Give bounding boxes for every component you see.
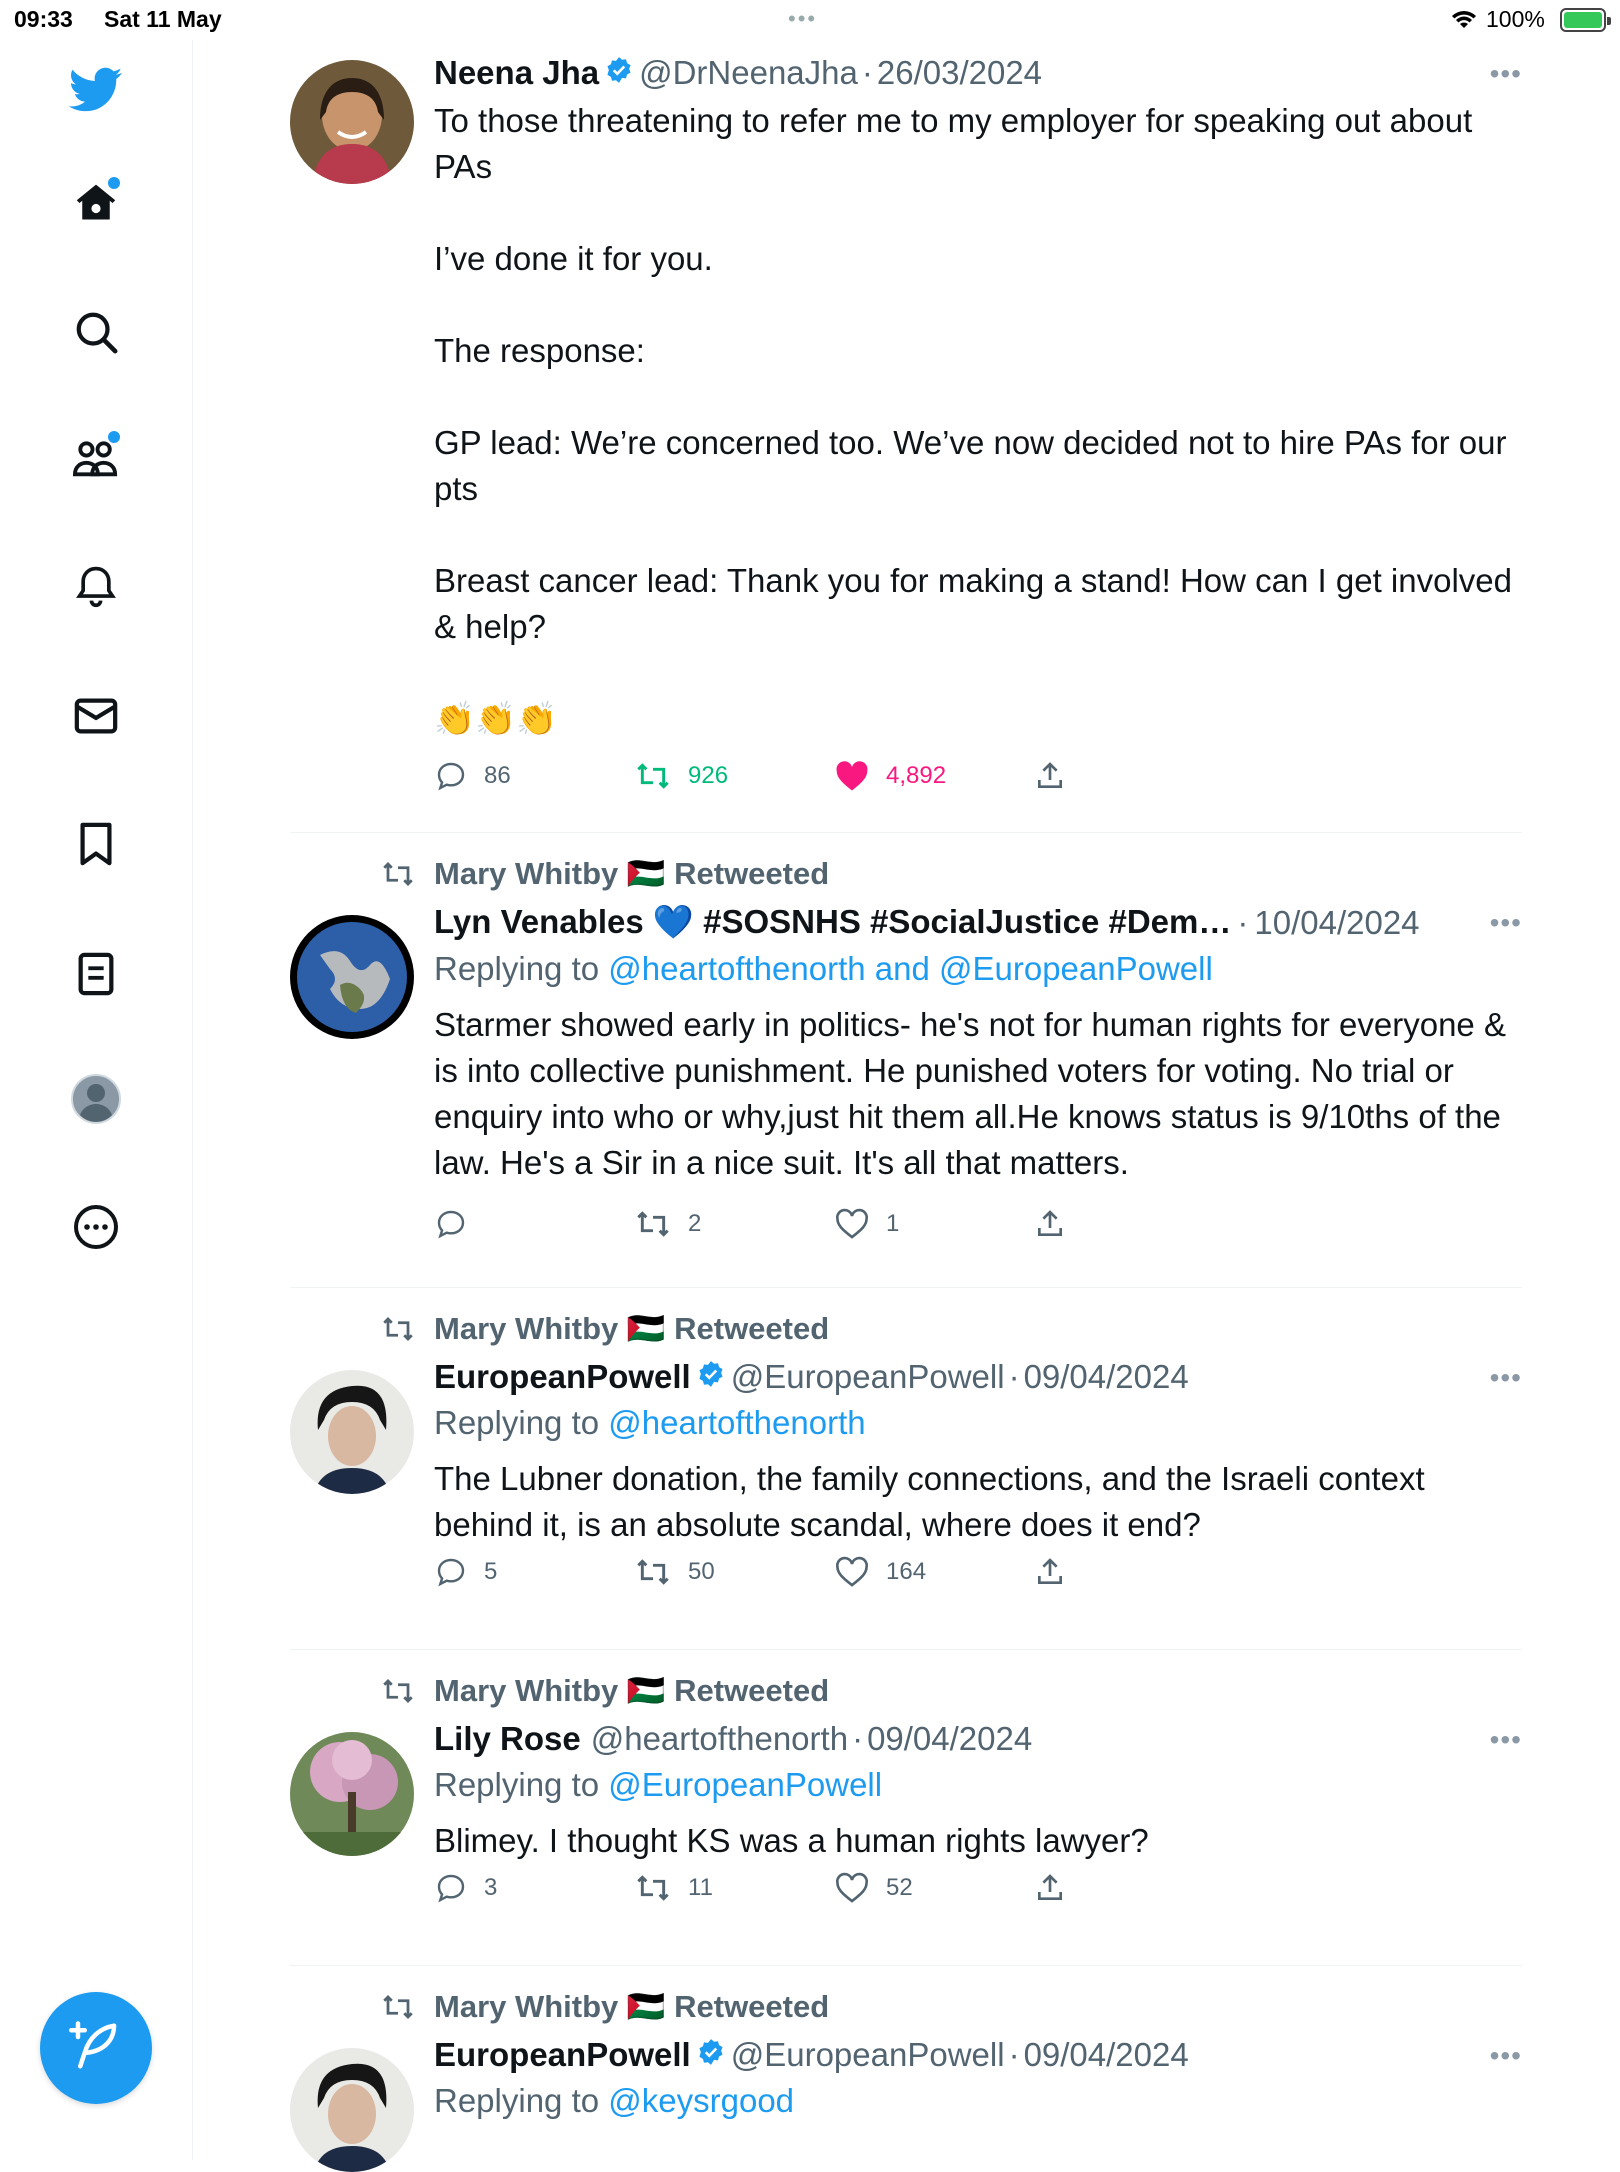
reply-button[interactable] bbox=[434, 760, 511, 792]
tweet-body bbox=[434, 903, 1522, 1248]
retweet-small-icon bbox=[374, 1676, 434, 1706]
like-count: 52 bbox=[886, 1874, 913, 1901]
heart-outline-icon bbox=[834, 1208, 870, 1240]
notifications-bell-icon[interactable] bbox=[66, 556, 126, 616]
like-button[interactable] bbox=[834, 1556, 926, 1588]
retweet-icon bbox=[634, 1208, 672, 1240]
reply-count: 5 bbox=[484, 1558, 498, 1585]
tweet-text: Starmer showed early in politics- he's not for human rights for everyone & is into collective punishment. He punished voters for voting. No trial or enquiry into who or why,just hit them all.He knows status is 9/10ths of the law. He's a Sir in a nice suit. It's all that matters. bbox=[434, 1006, 1516, 1181]
share-button[interactable] bbox=[1034, 1872, 1066, 1904]
tweet-body bbox=[434, 1358, 1522, 1596]
multitasking-dots[interactable]: ••• bbox=[788, 6, 818, 31]
like-button[interactable] bbox=[834, 1872, 913, 1904]
more-options-icon[interactable]: ••• bbox=[1489, 58, 1522, 89]
like-count: 164 bbox=[886, 1558, 927, 1585]
share-icon bbox=[1034, 760, 1066, 792]
avatar-neena-jha[interactable] bbox=[290, 60, 414, 184]
tweet-actions bbox=[434, 1872, 1522, 1912]
retweet-count: 50 bbox=[688, 1558, 715, 1585]
reply-button[interactable] bbox=[434, 1556, 497, 1588]
more-circle-icon[interactable] bbox=[66, 1197, 126, 1257]
author-name[interactable]: EuropeanPowell bbox=[434, 2036, 691, 2073]
heart-outline-icon bbox=[834, 1556, 870, 1588]
reply-count: 3 bbox=[484, 1874, 498, 1901]
retweeted-by-label[interactable]: Mary Whitby 🇵🇸 Retweeted bbox=[434, 1673, 830, 1708]
author-handle[interactable]: @EuropeanPowell bbox=[730, 2036, 1005, 2073]
replying-to bbox=[434, 1404, 1522, 1442]
separator-dot: · bbox=[1008, 1358, 1020, 1395]
replying-to bbox=[434, 950, 1522, 988]
tweet-body bbox=[434, 54, 1522, 800]
separator-dot: · bbox=[1008, 2036, 1020, 2073]
tweet[interactable] bbox=[290, 1650, 1522, 1966]
reply-mention-link[interactable]: @heartofthenorth bbox=[608, 1404, 866, 1441]
lists-icon[interactable] bbox=[66, 944, 126, 1004]
reply-mention-link[interactable]: @heartofthenorth and @EuropeanPowell bbox=[608, 950, 1213, 987]
tweet-text: To those threatening to refer me to my employer for speaking out about PAs I’ve done it for you. The response: GP lead: We’re concerned too. We’ve now decided not to hire PAs for our pts Breast cancer lead: Thank you for making a stand! How can I get involved & help? 👏👏👏 bbox=[434, 102, 1512, 737]
tweet-date[interactable]: 09/04/2024 bbox=[1023, 2036, 1189, 2073]
avatar-lily-rose[interactable] bbox=[290, 1732, 414, 1856]
retweet-button[interactable] bbox=[634, 1556, 715, 1588]
replying-to-label: Replying to bbox=[434, 1404, 609, 1441]
avatar-european-powell[interactable] bbox=[290, 2048, 414, 2172]
retweet-small-icon bbox=[374, 1992, 434, 2022]
status-time: 09:33 bbox=[14, 6, 73, 32]
tweet-date[interactable]: 09/04/2024 bbox=[867, 1720, 1033, 1757]
retweeted-by-row bbox=[374, 1988, 829, 2025]
status-bar bbox=[0, 0, 1620, 40]
reply-mention-link[interactable]: @EuropeanPowell bbox=[608, 1766, 883, 1803]
tweet-header bbox=[434, 903, 1522, 942]
retweeted-by-row bbox=[374, 1310, 829, 1347]
communities-icon[interactable] bbox=[66, 429, 126, 489]
tweet[interactable] bbox=[290, 833, 1522, 1288]
author-name[interactable]: Lyn Venables 💙 #SOSNHS #SocialJustice #Dem… bbox=[434, 903, 1232, 940]
sidebar-nav bbox=[0, 40, 193, 2160]
more-options-icon[interactable]: ••• bbox=[1489, 907, 1522, 938]
share-icon bbox=[1034, 1872, 1066, 1904]
retweet-small-icon bbox=[374, 859, 434, 889]
retweet-button[interactable] bbox=[634, 1208, 701, 1240]
tweet[interactable] bbox=[290, 40, 1522, 833]
tweet-actions bbox=[434, 1208, 1522, 1248]
search-icon[interactable] bbox=[66, 302, 126, 362]
replying-to-label: Replying to bbox=[434, 1766, 609, 1803]
tweet-header bbox=[434, 2036, 1522, 2074]
tweet-actions bbox=[434, 760, 1522, 800]
more-options-icon[interactable]: ••• bbox=[1489, 1724, 1522, 1755]
reply-mention-link[interactable]: @keysrgood bbox=[608, 2082, 795, 2119]
verified-badge-icon bbox=[605, 54, 633, 92]
more-options-icon[interactable]: ••• bbox=[1489, 1362, 1522, 1393]
tweet-date[interactable]: 26/03/2024 bbox=[876, 54, 1043, 91]
compose-tweet-button[interactable] bbox=[40, 1992, 152, 2104]
timeline-feed bbox=[290, 40, 1522, 2166]
communities-notification-dot bbox=[108, 431, 120, 443]
tweet-body bbox=[434, 2036, 1522, 2120]
like-count: 1 bbox=[886, 1210, 900, 1237]
author-name[interactable]: Lily Rose bbox=[434, 1720, 581, 1757]
retweet-icon bbox=[634, 760, 672, 792]
retweet-button[interactable] bbox=[634, 1872, 713, 1904]
heart-outline-icon bbox=[834, 1872, 870, 1904]
reply-icon bbox=[434, 1208, 468, 1240]
tweet-header bbox=[434, 1720, 1522, 1758]
retweeted-by-row bbox=[374, 1672, 829, 1709]
heart-filled-icon bbox=[834, 760, 870, 792]
share-icon bbox=[1034, 1556, 1066, 1588]
home-notification-dot bbox=[108, 177, 120, 189]
wifi-icon bbox=[1450, 8, 1478, 35]
retweet-button[interactable] bbox=[634, 760, 728, 792]
separator-dot: · bbox=[1237, 903, 1249, 941]
author-handle[interactable]: @DrNeenaJha bbox=[639, 54, 858, 91]
more-options-icon[interactable]: ••• bbox=[1489, 2040, 1522, 2071]
retweet-count: 2 bbox=[688, 1210, 702, 1237]
like-button[interactable] bbox=[834, 1208, 899, 1240]
replying-to-label: Replying to bbox=[434, 2082, 609, 2119]
retweeted-by-label[interactable]: Mary Whitby 🇵🇸 Retweeted bbox=[434, 856, 830, 891]
replying-to bbox=[434, 1766, 1522, 1804]
profile-avatar-icon[interactable] bbox=[66, 1069, 126, 1129]
avatar-lyn-venables[interactable] bbox=[290, 915, 414, 1039]
reply-button[interactable] bbox=[434, 1872, 497, 1904]
reply-count: 86 bbox=[484, 762, 511, 789]
avatar-european-powell[interactable] bbox=[290, 1370, 414, 1494]
like-button[interactable] bbox=[834, 760, 946, 792]
share-button[interactable] bbox=[1034, 1208, 1066, 1240]
replying-to bbox=[434, 2082, 1522, 2120]
verified-badge-icon bbox=[697, 2036, 725, 2074]
reply-icon bbox=[434, 760, 468, 792]
retweeted-by-row bbox=[374, 855, 829, 892]
tweet-header bbox=[434, 54, 1522, 92]
tweet[interactable] bbox=[290, 1288, 1522, 1650]
retweet-count: 926 bbox=[688, 762, 729, 789]
tweet-header bbox=[434, 1358, 1522, 1396]
share-button[interactable] bbox=[1034, 1556, 1066, 1588]
home-icon[interactable] bbox=[66, 173, 126, 233]
messages-envelope-icon[interactable] bbox=[66, 686, 126, 746]
retweeted-by-label[interactable]: Mary Whitby 🇵🇸 Retweeted bbox=[434, 1989, 830, 2024]
status-date: Sat 11 May bbox=[104, 6, 222, 32]
tweet-body bbox=[434, 1720, 1522, 1912]
verified-badge-icon bbox=[697, 1358, 725, 1396]
tweet-actions bbox=[434, 1556, 1522, 1596]
battery-icon bbox=[1560, 8, 1606, 32]
reply-button[interactable] bbox=[434, 1208, 484, 1240]
share-icon bbox=[1034, 1208, 1066, 1240]
author-handle[interactable]: @EuropeanPowell bbox=[730, 1358, 1005, 1395]
retweet-count: 11 bbox=[688, 1874, 713, 1901]
tweet[interactable] bbox=[290, 1966, 1522, 2166]
compose-feather-icon bbox=[69, 2019, 123, 2078]
twitter-bird-icon[interactable] bbox=[66, 60, 126, 120]
retweet-icon bbox=[634, 1556, 672, 1588]
tweet-text: Blimey. I thought KS was a human rights lawyer? bbox=[434, 1822, 1149, 1859]
tweet-date[interactable]: 10/04/2024 bbox=[1254, 903, 1420, 941]
tweet-text: The Lubner donation, the family connections, and the Israeli context behind it, is an absolute scandal, where does it end? bbox=[434, 1460, 1434, 1543]
retweet-small-icon bbox=[374, 1314, 434, 1344]
separator-dot: · bbox=[861, 54, 873, 91]
separator-dot: · bbox=[852, 1720, 864, 1757]
replying-to-label: Replying to bbox=[434, 950, 609, 987]
author-name[interactable]: Neena Jha bbox=[434, 54, 600, 91]
tweet-date[interactable]: 09/04/2024 bbox=[1023, 1358, 1189, 1395]
bookmark-icon[interactable] bbox=[66, 814, 126, 874]
battery-percent: 100% bbox=[1486, 6, 1545, 32]
like-count: 4,892 bbox=[886, 762, 947, 789]
share-button[interactable] bbox=[1034, 760, 1066, 792]
author-name[interactable]: EuropeanPowell bbox=[434, 1358, 691, 1395]
author-handle[interactable]: @heartofthenorth bbox=[590, 1720, 849, 1757]
reply-icon bbox=[434, 1872, 468, 1904]
retweeted-by-label[interactable]: Mary Whitby 🇵🇸 Retweeted bbox=[434, 1311, 830, 1346]
retweet-icon bbox=[634, 1872, 672, 1904]
reply-icon bbox=[434, 1556, 468, 1588]
